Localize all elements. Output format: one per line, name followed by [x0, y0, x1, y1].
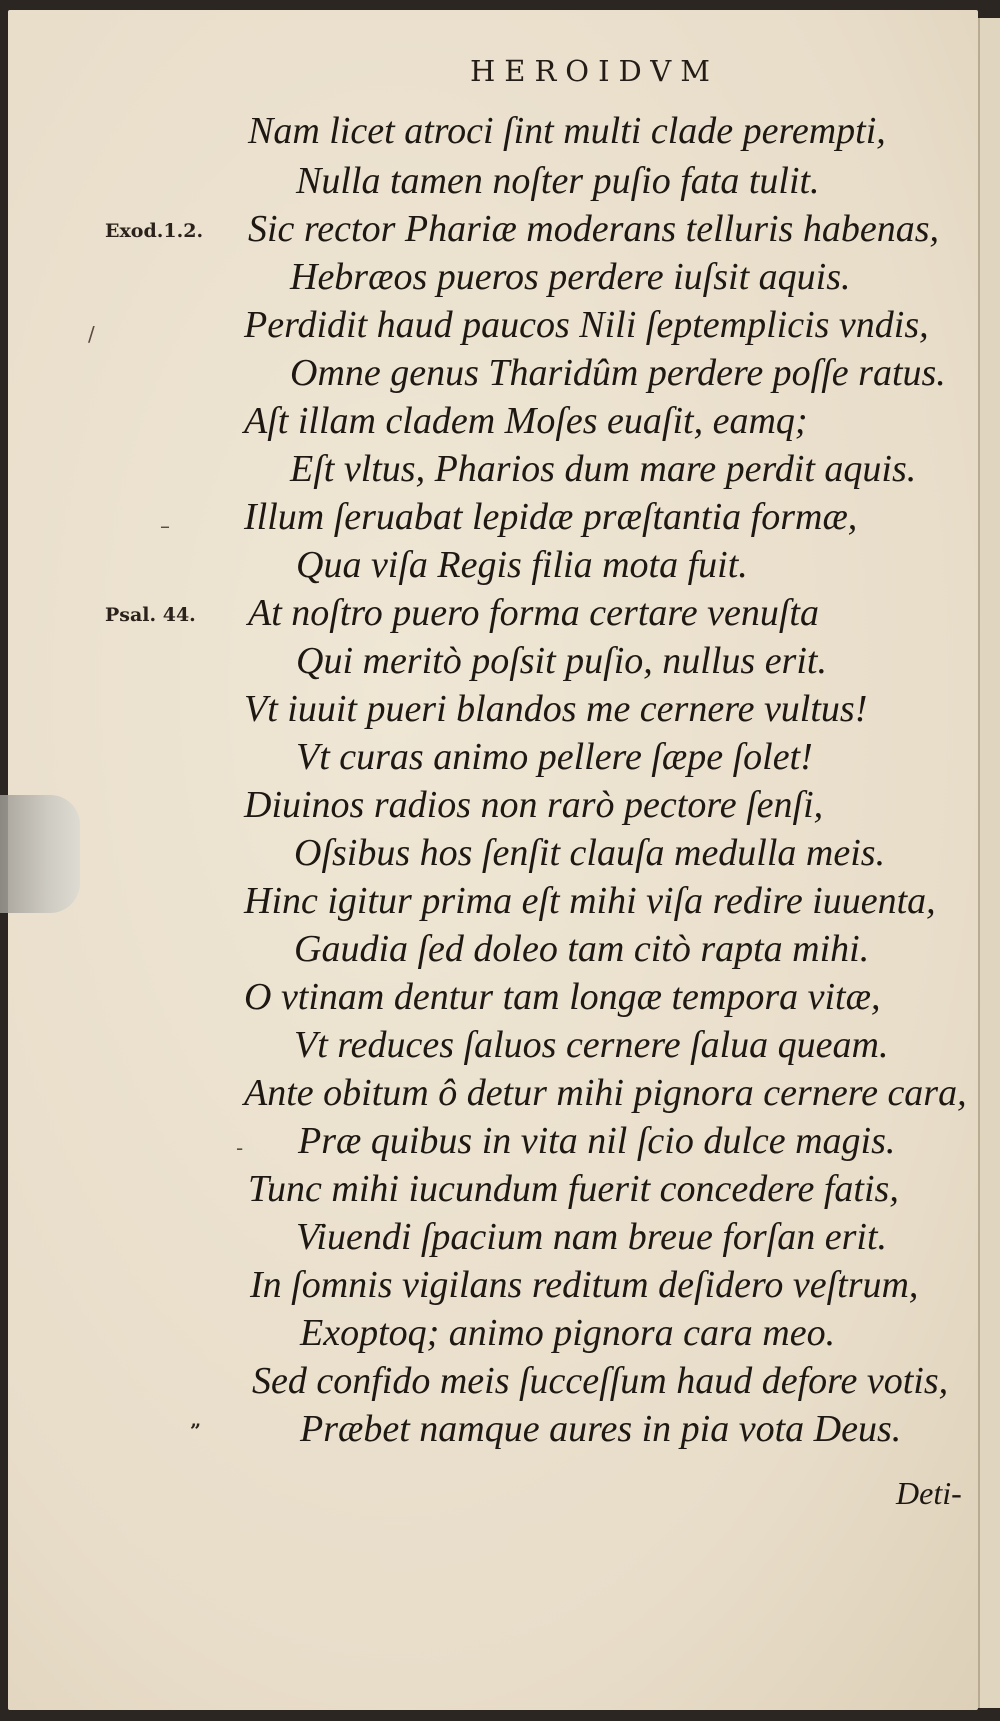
verse-line: Ante obitum ô detur mihi pignora cernere cara,	[244, 1072, 967, 1114]
page-clip-tab	[0, 795, 80, 913]
verse-line: Gaudia ſed doleo tam citò rapta mihi.	[294, 928, 870, 970]
verse-line: Diuinos radios non rarò pectore ſenſi,	[244, 784, 824, 826]
verse-line: Præ quibus in vita nil ſcio dulce magis.	[298, 1120, 896, 1162]
verse-line: Vt iuuit pueri blandos me cernere vultus!	[244, 688, 868, 730]
verse-line: Sic rector Phariæ moderans telluris habenas,	[248, 208, 939, 250]
margin-stroke: /	[88, 322, 95, 346]
catchword: Deti-	[896, 1475, 962, 1511]
verse-line: Qui meritò poſsit puſio, nullus erit.	[296, 640, 827, 682]
verse-line: Sed confido meis ſucceſſum haud defore votis,	[252, 1360, 949, 1402]
verse-line: At noſtro puero forma certare venuſta	[248, 592, 819, 634]
verse-line: Aſt illam cladem Moſes euaſit, eamq;	[244, 400, 808, 442]
verse-line: Vt reduces ſaluos cernere ſalua queam.	[294, 1024, 889, 1066]
margin-dash: -	[236, 1136, 244, 1160]
verse-line: Nam licet atroci ſint multi clade perempti,	[248, 110, 886, 152]
margin-note-psal: Psal. 44.	[105, 604, 196, 626]
verse-line: Omne genus Tharidûm perdere poſſe ratus.	[290, 352, 946, 394]
verse-line: Illum ſeruabat lepidæ præſtantia formæ,	[244, 496, 858, 538]
verse-line: O vtinam dentur tam longæ tempora vitæ,	[244, 976, 881, 1018]
verse-line: Viuendi ſpacium nam breue forſan erit.	[296, 1216, 888, 1258]
verse-line: In ſomnis vigilans reditum deſidero veſtrum,	[250, 1264, 919, 1306]
margin-dash: –	[160, 514, 170, 538]
verse-line: Perdidit haud paucos Nili ſeptemplicis vndis,	[244, 304, 929, 346]
verse-line: Oſsibus hos ſenſit clauſa medulla meis.	[294, 832, 886, 874]
verse-line: Eſt vltus, Pharios dum mare perdit aquis.	[290, 448, 917, 490]
margin-note-exod: Exod.1.2.	[105, 220, 204, 242]
verse-line: Hinc igitur prima eſt mihi viſa redire iuuenta,	[244, 880, 936, 922]
margin-note-quote: ”	[190, 1420, 201, 1442]
verse-line: Hebræos pueros perdere iuſsit aquis.	[290, 256, 851, 298]
running-head: HEROIDVM	[470, 54, 719, 88]
verse-line: Qua viſa Regis filia mota fuit.	[296, 544, 748, 586]
verse-line: Tunc mihi iucundum fuerit concedere fatis,	[248, 1168, 899, 1210]
verse-line: Exoptoq; animo pignora cara meo.	[300, 1312, 836, 1354]
verse-line: Præbet namque aures in pia vota Deus.	[300, 1408, 902, 1450]
verse-line: Vt curas animo pellere ſæpe ſolet!	[296, 736, 813, 778]
adjacent-page-edge	[978, 18, 1000, 1708]
verse-line: Nulla tamen noſter puſio fata tulit.	[296, 160, 820, 202]
